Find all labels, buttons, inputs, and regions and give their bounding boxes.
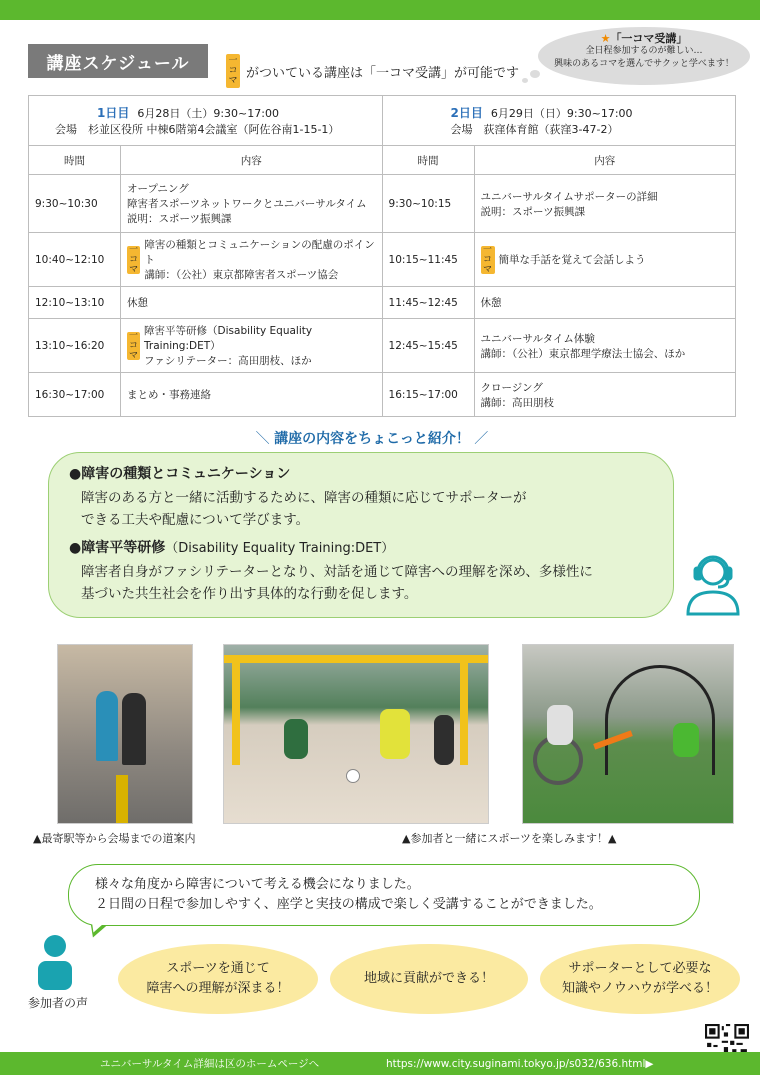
intro-paragraph-1: 障害のある方と一緒に活動するために、障害の種類に応じてサポーターが できる工夫や配慮について学びます。 bbox=[81, 490, 527, 528]
col-header-content: 内容 bbox=[474, 146, 735, 175]
koma-badge: 一 コ マ bbox=[481, 246, 495, 274]
bubble-line: 興味のあるコマを選んでサクッと学べます！ bbox=[554, 59, 734, 69]
top-bar bbox=[0, 0, 760, 20]
one-koma-bubble bbox=[538, 27, 750, 85]
bubble-title: ★「一コマ受講」 bbox=[600, 32, 688, 45]
caption-directions: ▲最寄駅等から会場までの道案内 bbox=[33, 832, 196, 845]
participant-icon bbox=[34, 934, 76, 990]
col-header-time: 時間 bbox=[382, 146, 474, 175]
footer-link[interactable]: https://www.city.suginami.tokyo.jp/s032/636.html▶ bbox=[386, 1057, 654, 1070]
table-row: 12:10~13:10 休憩 11:45~12:45 休憩 bbox=[29, 287, 736, 319]
participant-voice-label: 参加者の声 bbox=[27, 996, 88, 1010]
photo-wheelchair-baseball bbox=[522, 644, 734, 824]
table-row: 16:30~17:00 まとめ・事務連絡 16:15~17:00 クロージング 講師：高田朋枝 bbox=[29, 373, 736, 417]
koma-badge: 一 コ マ bbox=[127, 246, 140, 274]
day2-header: 2日目 6月29日（日）9:30~17:00 会場 荻窪体育館（荻窪3-47-2） bbox=[382, 96, 735, 146]
koma-badge: 一 コ マ bbox=[127, 332, 140, 360]
bubble-line: 全日程参加するのが難しい… bbox=[585, 46, 703, 56]
bubble-dot bbox=[522, 78, 528, 83]
column-header-row bbox=[29, 146, 736, 175]
footer-text: ユニバーサルタイム詳細は区のホームページへ bbox=[100, 1058, 320, 1070]
photo-street-guidance bbox=[57, 644, 193, 824]
caption-sports: ▲参加者と一緒にスポーツを楽しみます！▲ bbox=[402, 832, 617, 845]
intro-paragraph-2: 障害者自身がファシリテーターとなり、対話を通じて障害への理解を深め、多様性に 基づいた共生社会を作り出す具体的な行動を促します。 bbox=[81, 564, 593, 602]
benefit-oval: サポーターとして必要な 知識やノウハウが学べる！ bbox=[540, 944, 740, 1014]
day-header-row bbox=[29, 96, 736, 146]
table-row: 9:30~10:30 オープニング 障害者スポーツネットワークとユニバーサルタイム 説明：スポーツ振興課 9:30~10:15 ユニバーサルタイムサポーターの詳細 説明：スポーツ振興課 bbox=[29, 175, 736, 233]
schedule-table bbox=[28, 95, 736, 417]
table-row: 10:40~12:10 一 コ マ 障害の種類とコミュニケーションの配慮のポイント 講師：（公社）東京都障害者スポーツ協会 10:15~11:45 一 コ マ 簡単な手話を覚えて会話しよう bbox=[29, 233, 736, 287]
intro-box bbox=[48, 452, 674, 618]
photo-beach-soccer bbox=[223, 644, 489, 824]
star-icon: ★ bbox=[600, 32, 611, 45]
legend bbox=[226, 54, 519, 88]
table-row: 13:10~16:20 一 コ マ 障害平等研修（Disability Equality Training:DET） ファシリテーター：高田朋枝、ほか 12:45~15:45 ユニバーサルタイム体験 講師：（公社）東京都理学療法士協会、ほか bbox=[29, 319, 736, 373]
day1-header: 1日目 6月28日（土）9:30~17:00 会場 杉並区役所 中棟6階第4会議室（阿佐谷南1-15-1） bbox=[29, 96, 383, 146]
section-title: 講座スケジュール bbox=[28, 44, 208, 78]
headset-person-icon bbox=[678, 548, 748, 618]
intro-title: ＼ 講座の内容をちょこっと紹介！ ／ bbox=[255, 431, 489, 447]
footer-bar bbox=[0, 1052, 760, 1075]
benefit-oval: 地域に貢献ができる！ bbox=[330, 944, 528, 1014]
bubble-dot bbox=[530, 70, 540, 78]
intro-heading-2: ●障害平等研修（Disability Equality Training:DET） bbox=[69, 540, 395, 556]
intro-heading-1: ●障害の種類とコミュニケーション bbox=[69, 466, 291, 482]
col-header-content: 内容 bbox=[120, 146, 382, 175]
benefit-oval: スポーツを通じて 障害への理解が深まる！ bbox=[118, 944, 318, 1014]
legend-text: がついている講座は「一コマ受講」が可能です bbox=[246, 65, 520, 81]
voice-bubble: 様々な角度から障害について考える機会になりました。 ２日間の日程で参加しやすく、座学と実技の構成で楽しく受講することができました。 bbox=[68, 864, 700, 926]
col-header-time: 時間 bbox=[29, 146, 121, 175]
koma-badge: 一 コ マ bbox=[226, 54, 240, 88]
